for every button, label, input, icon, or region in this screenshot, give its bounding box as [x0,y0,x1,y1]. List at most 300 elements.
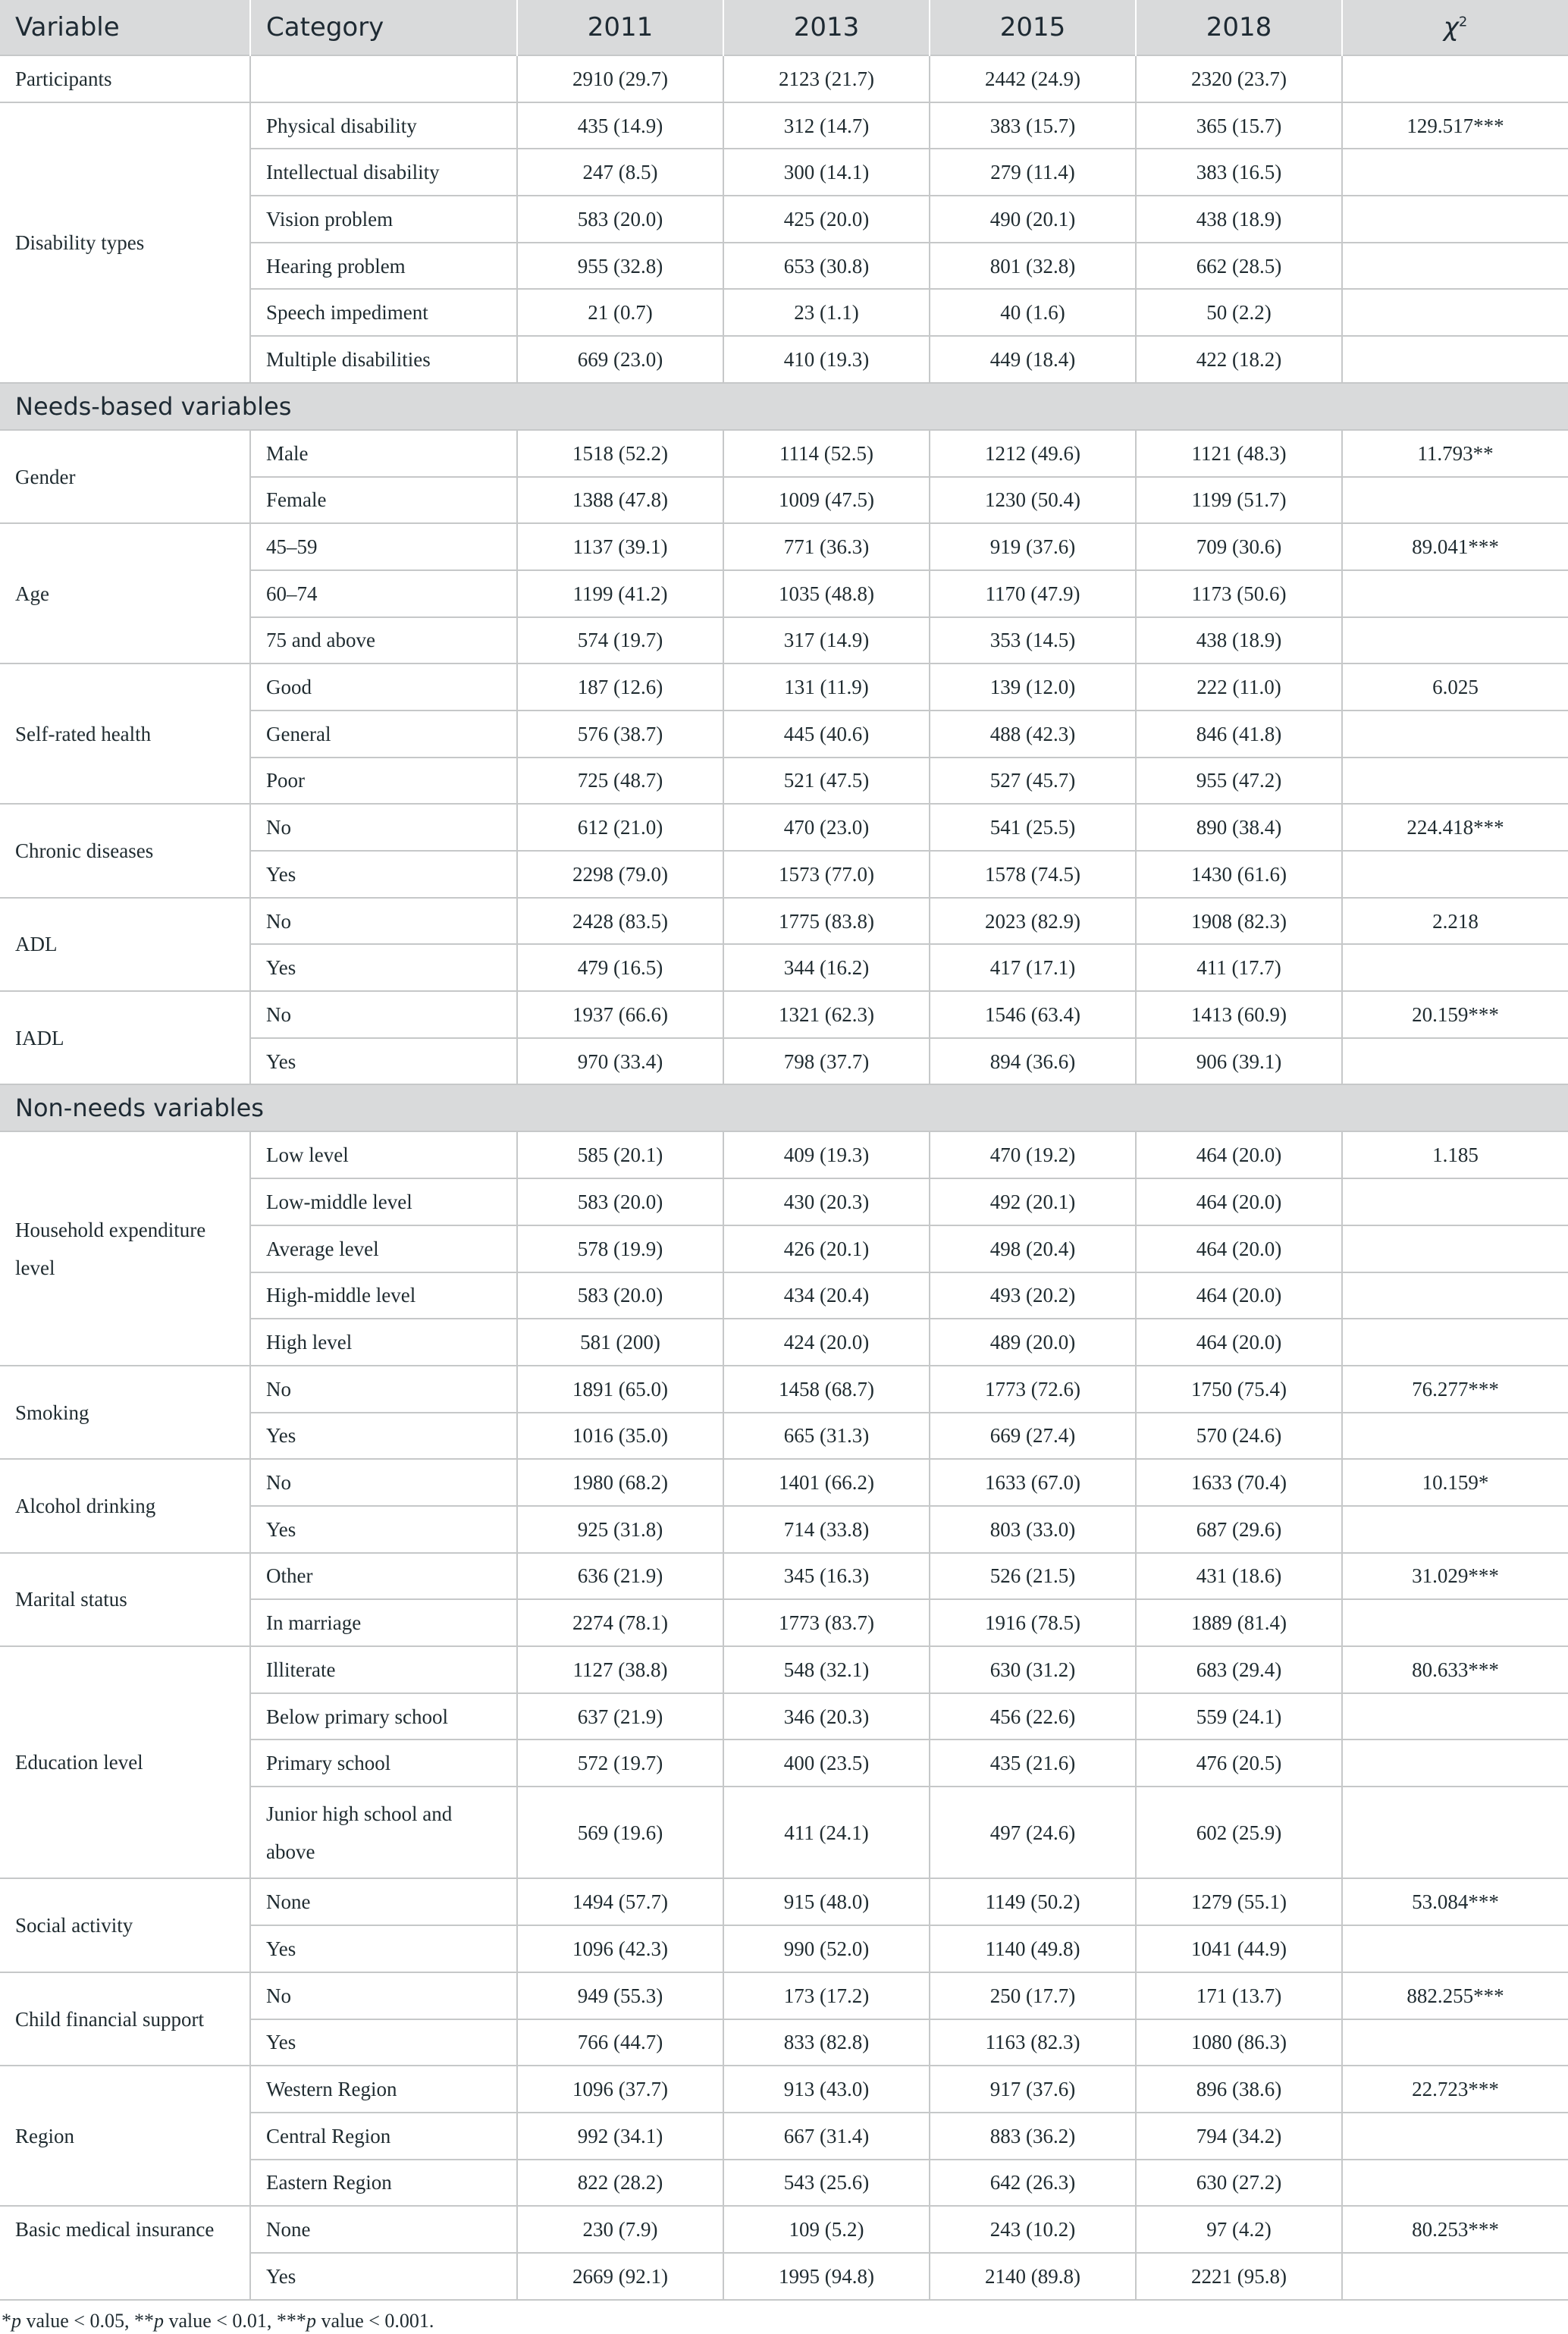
value-cell-2018: 890 (38.4) [1136,804,1342,851]
value-cell-2018: 431 (18.6) [1136,1553,1342,1600]
value-cell-2015: 139 (12.0) [930,663,1136,711]
chi-square-cell [1342,2160,1568,2207]
value-cell-2011: 247 (8.5) [517,149,723,196]
category-cell [250,55,517,102]
category-cell: Poor [250,758,517,805]
value-cell-2013: 1773 (83.7) [723,1599,930,1646]
value-cell-2011: 572 (19.7) [517,1740,723,1787]
value-cell-2011: 1980 (68.2) [517,1459,723,1506]
chi-square-cell: 129.517*** [1342,102,1568,149]
value-cell-2011: 1518 (52.2) [517,430,723,477]
chi-square-cell [1342,477,1568,524]
chi-square-cell: 2.218 [1342,898,1568,945]
value-cell-2018: 687 (29.6) [1136,1506,1342,1553]
variable-cell: Marital status [0,1553,250,1646]
value-cell-2015: 435 (21.6) [930,1740,1136,1787]
value-cell-2013: 470 (23.0) [723,804,930,851]
value-cell-2015: 243 (10.2) [930,2206,1136,2253]
value-cell-2013: 411 (24.1) [723,1787,930,1878]
value-cell-2013: 915 (48.0) [723,1878,930,1925]
value-cell-2013: 2123 (21.7) [723,55,930,102]
variable-cell: Social activity [0,1878,250,1972]
header-category: Category [250,0,517,55]
value-cell-2011: 187 (12.6) [517,663,723,711]
chi-square-cell [1342,1038,1568,1085]
category-cell: No [250,991,517,1038]
value-cell-2018: 1080 (86.3) [1136,2019,1342,2066]
chi-square-cell [1342,289,1568,336]
table-row [0,1131,1568,1178]
value-cell-2018: 1750 (75.4) [1136,1366,1342,1413]
footnote-part: value < 0.05, ** [21,2309,154,2332]
value-cell-2013: 1573 (77.0) [723,851,930,898]
chi-letter: χ [1443,12,1459,42]
category-cell: Yes [250,2253,517,2300]
category-cell: Yes [250,1506,517,1553]
section-header-row [0,1084,1568,1131]
chi-square-cell [1342,1413,1568,1460]
value-cell-2018: 97 (4.2) [1136,2206,1342,2253]
chi-square-cell [1342,55,1568,102]
chi-square-cell: 80.253*** [1342,2206,1568,2253]
value-cell-2018: 1199 (51.7) [1136,477,1342,524]
category-cell: Male [250,430,517,477]
value-cell-2015: 1546 (63.4) [930,991,1136,1038]
value-cell-2015: 1212 (49.6) [930,430,1136,477]
value-cell-2013: 109 (5.2) [723,2206,930,2253]
table-row [0,1553,1568,1600]
value-cell-2015: 1170 (47.9) [930,570,1136,617]
value-cell-2011: 1937 (66.6) [517,991,723,1038]
chi-square-cell [1342,1225,1568,1272]
table-row [0,663,1568,711]
variable-cell: IADL [0,991,250,1084]
value-cell-2011: 2274 (78.1) [517,1599,723,1646]
chi-square-cell [1342,1693,1568,1740]
category-cell: Other [250,1553,517,1600]
category-cell: Yes [250,1925,517,1972]
value-cell-2013: 1035 (48.8) [723,570,930,617]
value-cell-2011: 637 (21.9) [517,1693,723,1740]
value-cell-2015: 470 (19.2) [930,1131,1136,1178]
value-cell-2018: 630 (27.2) [1136,2160,1342,2207]
value-cell-2013: 798 (37.7) [723,1038,930,1085]
value-cell-2011: 479 (16.5) [517,944,723,991]
value-cell-2013: 833 (82.8) [723,2019,930,2066]
value-cell-2018: 1430 (61.6) [1136,851,1342,898]
value-cell-2013: 346 (20.3) [723,1693,930,1740]
section-title: Needs-based variables [0,383,1568,430]
chi-square-cell [1342,1506,1568,1553]
value-cell-2018: 559 (24.1) [1136,1693,1342,1740]
value-cell-2015: 883 (36.2) [930,2113,1136,2160]
value-cell-2013: 424 (20.0) [723,1319,930,1366]
value-cell-2013: 345 (16.3) [723,1553,930,1600]
category-cell: Hearing problem [250,243,517,290]
value-cell-2013: 1401 (66.2) [723,1459,930,1506]
table-body [0,55,1568,2300]
value-cell-2015: 2442 (24.9) [930,55,1136,102]
variable-cell: Alcohol drinking [0,1459,250,1552]
category-cell: Primary school [250,1740,517,1787]
chi-square-cell [1342,149,1568,196]
chi-square-cell [1342,1787,1568,1878]
value-cell-2015: 456 (22.6) [930,1693,1136,1740]
value-cell-2015: 527 (45.7) [930,758,1136,805]
value-cell-2015: 917 (37.6) [930,2066,1136,2113]
value-cell-2011: 1388 (47.8) [517,477,723,524]
variable-cell: Disability types [0,102,250,383]
category-cell: Western Region [250,2066,517,2113]
value-cell-2018: 464 (20.0) [1136,1319,1342,1366]
value-cell-2018: 1041 (44.9) [1136,1925,1342,1972]
category-cell: No [250,1459,517,1506]
category-cell: Below primary school [250,1693,517,1740]
value-cell-2011: 949 (55.3) [517,1972,723,2019]
value-cell-2018: 438 (18.9) [1136,617,1342,664]
category-cell: Illiterate [250,1646,517,1693]
value-cell-2015: 1773 (72.6) [930,1366,1136,1413]
value-cell-2011: 822 (28.2) [517,2160,723,2207]
value-cell-2013: 434 (20.4) [723,1272,930,1319]
chi-square-cell: 80.633*** [1342,1646,1568,1693]
chi-square-cell [1342,243,1568,290]
category-cell: 75 and above [250,617,517,664]
value-cell-2015: 669 (27.4) [930,1413,1136,1460]
chi-square-cell [1342,570,1568,617]
value-cell-2015: 1633 (67.0) [930,1459,1136,1506]
chi-square-cell: 11.793** [1342,430,1568,477]
value-cell-2018: 1413 (60.9) [1136,991,1342,1038]
value-cell-2015: 492 (20.1) [930,1178,1136,1225]
value-cell-2011: 1199 (41.2) [517,570,723,617]
value-cell-2015: 1163 (82.3) [930,2019,1136,2066]
value-cell-2018: 896 (38.6) [1136,2066,1342,2113]
category-cell: Good [250,663,517,711]
value-cell-2018: 411 (17.7) [1136,944,1342,991]
chi-square-cell: 53.084*** [1342,1878,1568,1925]
value-cell-2015: 2023 (82.9) [930,898,1136,945]
value-cell-2018: 683 (29.4) [1136,1646,1342,1693]
header-chi-square [1342,0,1568,55]
variable-cell: ADL [0,898,250,991]
value-cell-2018: 955 (47.2) [1136,758,1342,805]
value-cell-2011: 576 (38.7) [517,711,723,758]
value-cell-2018: 464 (20.0) [1136,1131,1342,1178]
value-cell-2015: 1916 (78.5) [930,1599,1136,1646]
table-row [0,1646,1568,1693]
value-cell-2013: 23 (1.1) [723,289,930,336]
category-cell: Yes [250,944,517,991]
value-cell-2013: 173 (17.2) [723,1972,930,2019]
value-cell-2011: 583 (20.0) [517,196,723,243]
value-cell-2013: 521 (47.5) [723,758,930,805]
chi-square-cell [1342,2019,1568,2066]
chi-square-cell: 6.025 [1342,663,1568,711]
chi-square-cell [1342,1925,1568,1972]
value-cell-2013: 410 (19.3) [723,336,930,383]
category-cell: None [250,1878,517,1925]
table-row [0,1878,1568,1925]
table-row [0,1366,1568,1413]
value-cell-2011: 435 (14.9) [517,102,723,149]
chi-square-cell [1342,617,1568,664]
value-cell-2018: 464 (20.0) [1136,1272,1342,1319]
chi-square-cell [1342,1740,1568,1787]
value-cell-2015: 2140 (89.8) [930,2253,1136,2300]
value-cell-2018: 709 (30.6) [1136,523,1342,570]
value-cell-2013: 548 (32.1) [723,1646,930,1693]
value-cell-2011: 2298 (79.0) [517,851,723,898]
variable-cell: Age [0,523,250,663]
value-cell-2011: 2910 (29.7) [517,55,723,102]
value-cell-2013: 430 (20.3) [723,1178,930,1225]
value-cell-2015: 1230 (50.4) [930,477,1136,524]
table-row [0,804,1568,851]
header-row [0,0,1568,55]
value-cell-2013: 131 (11.9) [723,663,930,711]
value-cell-2018: 365 (15.7) [1136,102,1342,149]
category-cell: Central Region [250,2113,517,2160]
footnote-part: * [2,2309,11,2332]
category-cell: None [250,2206,517,2253]
chi-square-cell: 22.723*** [1342,2066,1568,2113]
category-cell: No [250,1972,517,2019]
value-cell-2013: 543 (25.6) [723,2160,930,2207]
category-cell: Low-middle level [250,1178,517,1225]
chi-square-cell: 76.277*** [1342,1366,1568,1413]
value-cell-2018: 794 (34.2) [1136,2113,1342,2160]
value-cell-2015: 493 (20.2) [930,1272,1136,1319]
value-cell-2011: 669 (23.0) [517,336,723,383]
footnote-part: p [153,2309,164,2332]
value-cell-2011: 766 (44.7) [517,2019,723,2066]
value-cell-2018: 422 (18.2) [1136,336,1342,383]
value-cell-2015: 801 (32.8) [930,243,1136,290]
value-cell-2013: 667 (31.4) [723,2113,930,2160]
category-cell: Eastern Region [250,2160,517,2207]
value-cell-2013: 409 (19.3) [723,1131,930,1178]
value-cell-2011: 574 (19.7) [517,617,723,664]
footnote-part: p [11,2309,21,2332]
table-row [0,2066,1568,2113]
value-cell-2013: 344 (16.2) [723,944,930,991]
category-cell: High level [250,1319,517,1366]
category-cell: No [250,1366,517,1413]
category-cell: Physical disability [250,102,517,149]
chi-square-cell: 31.029*** [1342,1553,1568,1600]
value-cell-2015: 1149 (50.2) [930,1878,1136,1925]
variable-cell: Education level [0,1646,250,1878]
table-row [0,102,1568,149]
category-cell: General [250,711,517,758]
value-cell-2018: 1173 (50.6) [1136,570,1342,617]
chi-square-symbol [1444,12,1468,42]
value-cell-2013: 1775 (83.8) [723,898,930,945]
value-cell-2018: 662 (28.5) [1136,243,1342,290]
table-header [0,0,1568,55]
value-cell-2018: 570 (24.6) [1136,1413,1342,1460]
value-cell-2011: 569 (19.6) [517,1787,723,1878]
value-cell-2015: 490 (20.1) [930,196,1136,243]
value-cell-2011: 230 (7.9) [517,2206,723,2253]
value-cell-2013: 312 (14.7) [723,102,930,149]
header-year-2011: 2011 [517,0,723,55]
value-cell-2011: 581 (200) [517,1319,723,1366]
chi-square-cell [1342,1599,1568,1646]
value-cell-2011: 925 (31.8) [517,1506,723,1553]
value-cell-2013: 425 (20.0) [723,196,930,243]
category-cell: Average level [250,1225,517,1272]
footnote-part: p [306,2309,316,2332]
category-cell: Junior high school and above [250,1787,517,1878]
category-cell: 60–74 [250,570,517,617]
chi-square-cell [1342,1319,1568,1366]
table-row [0,991,1568,1038]
value-cell-2011: 1016 (35.0) [517,1413,723,1460]
value-cell-2015: 488 (42.3) [930,711,1136,758]
value-cell-2013: 400 (23.5) [723,1740,930,1787]
value-cell-2011: 1891 (65.0) [517,1366,723,1413]
value-cell-2011: 725 (48.7) [517,758,723,805]
value-cell-2011: 2428 (83.5) [517,898,723,945]
value-cell-2013: 714 (33.8) [723,1506,930,1553]
value-cell-2013: 913 (43.0) [723,2066,930,2113]
category-cell: Multiple disabilities [250,336,517,383]
value-cell-2018: 1279 (55.1) [1136,1878,1342,1925]
header-variable: Variable [0,0,250,55]
value-cell-2013: 1458 (68.7) [723,1366,930,1413]
value-cell-2011: 970 (33.4) [517,1038,723,1085]
value-cell-2018: 464 (20.0) [1136,1225,1342,1272]
value-cell-2018: 171 (13.7) [1136,1972,1342,2019]
value-cell-2018: 50 (2.2) [1136,289,1342,336]
category-cell: High-middle level [250,1272,517,1319]
category-cell: 45–59 [250,523,517,570]
value-cell-2015: 642 (26.3) [930,2160,1136,2207]
variable-cell: Participants [0,55,250,102]
value-cell-2015: 497 (24.6) [930,1787,1136,1878]
value-cell-2015: 40 (1.6) [930,289,1136,336]
chi-square-cell [1342,711,1568,758]
table-row [0,55,1568,102]
value-cell-2018: 222 (11.0) [1136,663,1342,711]
value-cell-2018: 1908 (82.3) [1136,898,1342,945]
footnote [0,2301,1568,2332]
table-row [0,1972,1568,2019]
variable-cell: Smoking [0,1366,250,1459]
value-cell-2015: 279 (11.4) [930,149,1136,196]
table-row [0,523,1568,570]
value-cell-2011: 1096 (37.7) [517,2066,723,2113]
value-cell-2011: 1096 (42.3) [517,1925,723,1972]
value-cell-2015: 541 (25.5) [930,804,1136,851]
category-cell: No [250,898,517,945]
footnote-part: value < 0.001. [315,2309,434,2332]
table-row [0,898,1568,945]
value-cell-2018: 1633 (70.4) [1136,1459,1342,1506]
value-cell-2011: 21 (0.7) [517,289,723,336]
category-cell: Intellectual disability [250,149,517,196]
chi-square-cell [1342,758,1568,805]
value-cell-2015: 417 (17.1) [930,944,1136,991]
value-cell-2013: 1321 (62.3) [723,991,930,1038]
category-cell: Female [250,477,517,524]
value-cell-2018: 438 (18.9) [1136,196,1342,243]
category-cell: Low level [250,1131,517,1178]
category-cell: No [250,804,517,851]
value-cell-2011: 2669 (92.1) [517,2253,723,2300]
chi-square-cell: 224.418*** [1342,804,1568,851]
variable-cell: Chronic diseases [0,804,250,897]
table-row [0,430,1568,477]
header-year-2018: 2018 [1136,0,1342,55]
value-cell-2011: 1127 (38.8) [517,1646,723,1693]
value-cell-2018: 1121 (48.3) [1136,430,1342,477]
chi-square-cell: 10.159* [1342,1459,1568,1506]
value-cell-2013: 300 (14.1) [723,149,930,196]
header-year-2015: 2015 [930,0,1136,55]
category-cell: Speech impediment [250,289,517,336]
value-cell-2011: 992 (34.1) [517,2113,723,2160]
chi-square-cell: 20.159*** [1342,991,1568,1038]
value-cell-2013: 771 (36.3) [723,523,930,570]
value-cell-2018: 476 (20.5) [1136,1740,1342,1787]
value-cell-2011: 583 (20.0) [517,1272,723,1319]
category-cell: Yes [250,1413,517,1460]
chi-square-cell [1342,851,1568,898]
value-cell-2018: 464 (20.0) [1136,1178,1342,1225]
chi-square-cell: 1.185 [1342,1131,1568,1178]
chi-square-cell [1342,944,1568,991]
value-cell-2015: 1578 (74.5) [930,851,1136,898]
value-cell-2011: 612 (21.0) [517,804,723,851]
value-cell-2015: 498 (20.4) [930,1225,1136,1272]
variable-cell: Basic medical insurance [0,2206,250,2299]
chi-square-cell: 89.041*** [1342,523,1568,570]
value-cell-2011: 1494 (57.7) [517,1878,723,1925]
value-cell-2011: 583 (20.0) [517,1178,723,1225]
footnote-part: value < 0.01, *** [163,2309,306,2332]
value-cell-2015: 526 (21.5) [930,1553,1136,1600]
variable-cell: Household expenditure level [0,1131,250,1365]
value-cell-2013: 665 (31.3) [723,1413,930,1460]
chi-square-cell [1342,1272,1568,1319]
chi-square-cell [1342,1178,1568,1225]
chi-square-cell [1342,2253,1568,2300]
value-cell-2013: 1009 (47.5) [723,477,930,524]
chi-square-cell [1342,2113,1568,2160]
value-cell-2011: 585 (20.1) [517,1131,723,1178]
category-cell: Vision problem [250,196,517,243]
chi-power: 2 [1458,14,1468,30]
value-cell-2015: 894 (36.6) [930,1038,1136,1085]
value-cell-2011: 578 (19.9) [517,1225,723,1272]
section-header-row [0,383,1568,430]
value-cell-2018: 1889 (81.4) [1136,1599,1342,1646]
table-row [0,2206,1568,2253]
value-cell-2015: 919 (37.6) [930,523,1136,570]
value-cell-2018: 383 (16.5) [1136,149,1342,196]
value-cell-2015: 250 (17.7) [930,1972,1136,2019]
category-cell: Yes [250,851,517,898]
value-cell-2015: 1140 (49.8) [930,1925,1136,1972]
value-cell-2013: 426 (20.1) [723,1225,930,1272]
value-cell-2018: 906 (39.1) [1136,1038,1342,1085]
value-cell-2018: 846 (41.8) [1136,711,1342,758]
value-cell-2015: 353 (14.5) [930,617,1136,664]
value-cell-2013: 317 (14.9) [723,617,930,664]
